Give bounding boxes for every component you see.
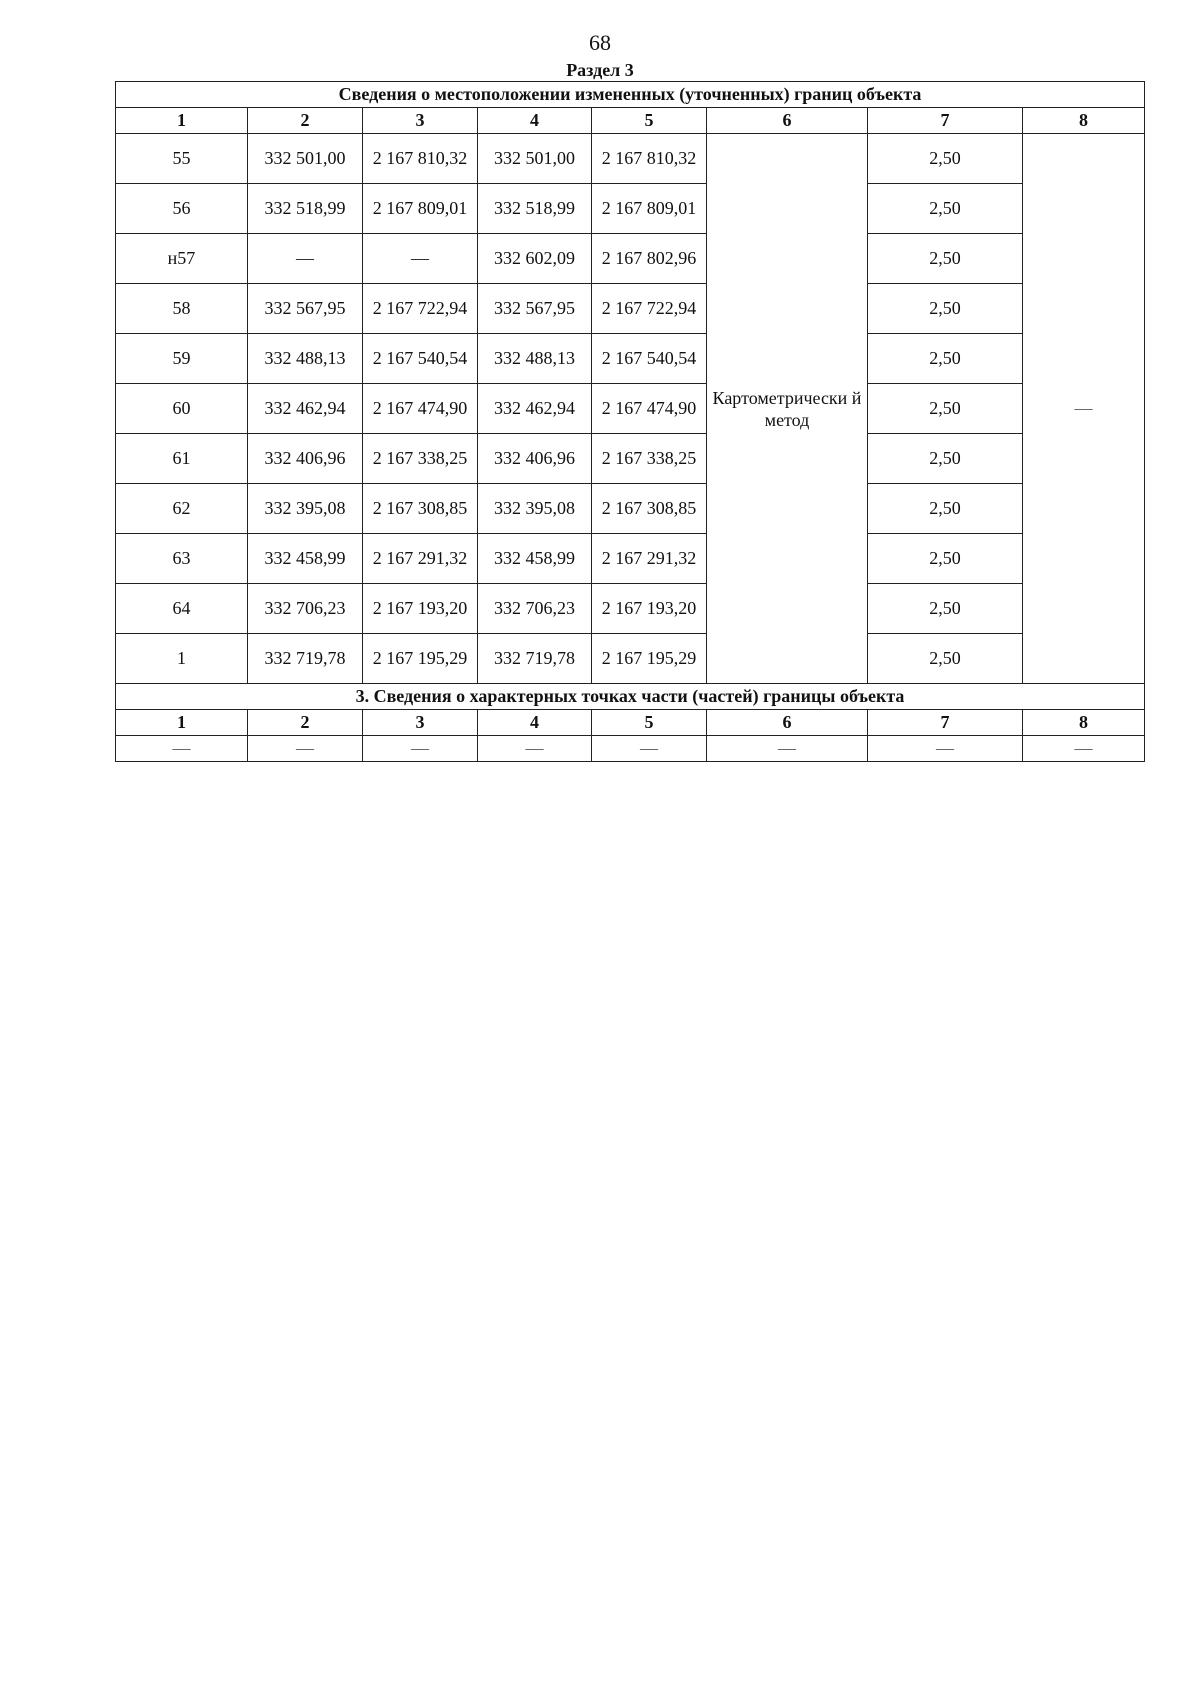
accuracy-cell: 2,50 — [868, 134, 1023, 184]
empty-dash-cell: — — [592, 736, 707, 762]
x-new-cell: 332 602,09 — [478, 234, 592, 284]
accuracy-cell: 2,50 — [868, 484, 1023, 534]
point-number-cell: 62 — [116, 484, 248, 534]
x-old-cell: 332 501,00 — [248, 134, 363, 184]
table-row — [116, 634, 1145, 684]
x-new-cell: 332 406,96 — [478, 434, 592, 484]
empty-dash-cell: — — [478, 736, 592, 762]
point-number-cell: 64 — [116, 584, 248, 634]
x-old-cell: 332 406,96 — [248, 434, 363, 484]
x-old-cell: 332 567,95 — [248, 284, 363, 334]
point-number-cell: 56 — [116, 184, 248, 234]
accuracy-cell: 2,50 — [868, 284, 1023, 334]
column-number-cell: 5 — [592, 108, 707, 134]
table-body — [116, 82, 1145, 762]
column-number-cell: 5 — [592, 710, 707, 736]
x-new-cell: 332 706,23 — [478, 584, 592, 634]
y-old-cell: 2 167 193,20 — [363, 584, 478, 634]
accuracy-cell: 2,50 — [868, 384, 1023, 434]
table-row — [116, 384, 1145, 434]
x-new-cell: 332 567,95 — [478, 284, 592, 334]
y-new-cell: 2 167 810,32 — [592, 134, 707, 184]
table-row — [116, 484, 1145, 534]
section-title: Раздел 3 — [566, 60, 634, 80]
y-new-cell: 2 167 809,01 — [592, 184, 707, 234]
table-row — [116, 434, 1145, 484]
table-row — [116, 284, 1145, 334]
x-new-cell: 332 395,08 — [478, 484, 592, 534]
accuracy-cell: 2,50 — [868, 434, 1023, 484]
accuracy-cell: 2,50 — [868, 534, 1023, 584]
column-number-cell: 1 — [116, 710, 248, 736]
table-row — [116, 134, 1145, 184]
table-row — [116, 334, 1145, 384]
x-old-cell: 332 706,23 — [248, 584, 363, 634]
boundary-points-table — [115, 81, 1145, 762]
table-caption: Сведения о местоположении измененных (уточненных) границ объекта — [116, 82, 1145, 108]
x-old-cell: — — [248, 234, 363, 284]
empty-dash-cell: — — [248, 736, 363, 762]
y-old-cell: 2 167 809,01 — [363, 184, 478, 234]
column-number-row — [116, 108, 1145, 134]
point-number-cell: 1 — [116, 634, 248, 684]
y-new-cell: 2 167 308,85 — [592, 484, 707, 534]
x-new-cell: 332 719,78 — [478, 634, 592, 684]
y-new-cell: 2 167 193,20 — [592, 584, 707, 634]
y-old-cell: 2 167 338,25 — [363, 434, 478, 484]
x-old-cell: 332 488,13 — [248, 334, 363, 384]
y-new-cell: 2 167 474,90 — [592, 384, 707, 434]
column-number-cell: 7 — [868, 710, 1023, 736]
y-new-cell: 2 167 291,32 — [592, 534, 707, 584]
point-number-cell: 59 — [116, 334, 248, 384]
point-number-cell: 61 — [116, 434, 248, 484]
y-old-cell: 2 167 722,94 — [363, 284, 478, 334]
y-old-cell: 2 167 540,54 — [363, 334, 478, 384]
point-number-cell: н57 — [116, 234, 248, 284]
x-old-cell: 332 719,78 — [248, 634, 363, 684]
y-new-cell: 2 167 195,29 — [592, 634, 707, 684]
x-old-cell: 332 458,99 — [248, 534, 363, 584]
subsection-empty-row — [116, 736, 1145, 762]
accuracy-cell: 2,50 — [868, 184, 1023, 234]
column-number-cell: 3 — [363, 710, 478, 736]
table-row — [116, 584, 1145, 634]
x-new-cell: 332 501,00 — [478, 134, 592, 184]
point-number-cell: 55 — [116, 134, 248, 184]
y-new-cell: 2 167 802,96 — [592, 234, 707, 284]
column-number-cell: 8 — [1023, 108, 1145, 134]
table-row — [116, 184, 1145, 234]
empty-dash-cell: — — [363, 736, 478, 762]
point-number-cell: 58 — [116, 284, 248, 334]
method-cell: Картометрически й метод — [707, 134, 868, 684]
subsection-caption-row — [116, 684, 1145, 710]
empty-dash-cell: — — [116, 736, 248, 762]
column-number-cell: 8 — [1023, 710, 1145, 736]
accuracy-cell: 2,50 — [868, 634, 1023, 684]
empty-dash-cell: — — [1023, 736, 1145, 762]
y-new-cell: 2 167 338,25 — [592, 434, 707, 484]
y-old-cell: 2 167 291,32 — [363, 534, 478, 584]
y-old-cell: 2 167 474,90 — [363, 384, 478, 434]
column-number-cell: 3 — [363, 108, 478, 134]
x-new-cell: 332 518,99 — [478, 184, 592, 234]
point-number-cell: 63 — [116, 534, 248, 584]
table-row — [116, 534, 1145, 584]
table-row — [116, 234, 1145, 284]
y-old-cell: — — [363, 234, 478, 284]
x-new-cell: 332 458,99 — [478, 534, 592, 584]
column-8-cell: — — [1023, 134, 1145, 684]
y-old-cell: 2 167 195,29 — [363, 634, 478, 684]
accuracy-cell: 2,50 — [868, 334, 1023, 384]
empty-dash-cell: — — [707, 736, 868, 762]
x-new-cell: 332 488,13 — [478, 334, 592, 384]
y-old-cell: 2 167 308,85 — [363, 484, 478, 534]
y-new-cell: 2 167 540,54 — [592, 334, 707, 384]
page-number: 68 — [589, 30, 611, 55]
x-new-cell: 332 462,94 — [478, 384, 592, 434]
x-old-cell: 332 395,08 — [248, 484, 363, 534]
column-number-cell: 6 — [707, 108, 868, 134]
column-number-cell: 2 — [248, 710, 363, 736]
column-number-cell: 7 — [868, 108, 1023, 134]
column-number-cell: 1 — [116, 108, 248, 134]
table-caption-row — [116, 82, 1145, 108]
column-number-cell: 4 — [478, 710, 592, 736]
subsection-column-number-row — [116, 710, 1145, 736]
y-new-cell: 2 167 722,94 — [592, 284, 707, 334]
point-number-cell: 60 — [116, 384, 248, 434]
subsection-caption: 3. Сведения о характерных точках части (частей) границы объекта — [116, 684, 1145, 710]
accuracy-cell: 2,50 — [868, 584, 1023, 634]
empty-dash-cell: — — [868, 736, 1023, 762]
accuracy-cell: 2,50 — [868, 234, 1023, 284]
y-old-cell: 2 167 810,32 — [363, 134, 478, 184]
column-number-cell: 2 — [248, 108, 363, 134]
column-number-cell: 4 — [478, 108, 592, 134]
column-number-cell: 6 — [707, 710, 868, 736]
x-old-cell: 332 518,99 — [248, 184, 363, 234]
x-old-cell: 332 462,94 — [248, 384, 363, 434]
